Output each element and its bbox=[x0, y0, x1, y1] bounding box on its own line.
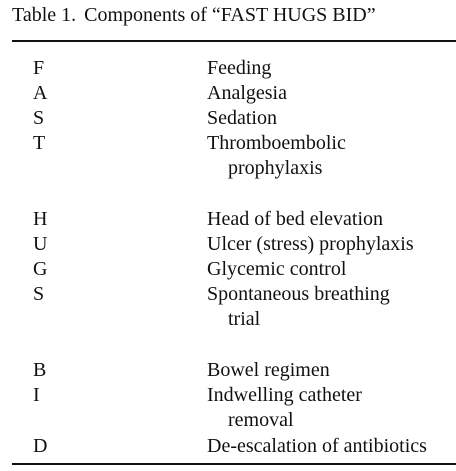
row-letter: G bbox=[33, 258, 48, 280]
row-meaning-continuation: prophylaxis bbox=[228, 157, 323, 179]
table-row bbox=[0, 434, 456, 459]
table-row bbox=[0, 358, 456, 383]
table-row-continuation bbox=[0, 307, 456, 333]
row-meaning: Head of bed elevation bbox=[207, 208, 384, 230]
row-meaning-continuation: removal bbox=[228, 409, 294, 431]
row-letter: U bbox=[33, 233, 48, 255]
table-row-continuation bbox=[0, 408, 456, 434]
group-spacer bbox=[0, 182, 456, 207]
table-row bbox=[0, 131, 456, 156]
row-letter: T bbox=[33, 132, 46, 154]
row-letter: D bbox=[33, 435, 48, 457]
table-row bbox=[0, 232, 456, 257]
row-letter: A bbox=[33, 82, 48, 104]
row-meaning: Ulcer (stress) prophylaxis bbox=[207, 233, 414, 255]
table-row bbox=[0, 207, 456, 232]
row-meaning: Spontaneous breathing bbox=[207, 283, 390, 305]
row-meaning: Bowel regimen bbox=[207, 359, 330, 381]
row-meaning: Sedation bbox=[207, 107, 277, 129]
group-spacer bbox=[0, 333, 456, 358]
row-meaning: Indwelling catheter bbox=[207, 384, 362, 406]
bottom-rule bbox=[12, 463, 456, 465]
table-caption: Components of “FAST HUGS BID” bbox=[84, 4, 376, 26]
row-letter: H bbox=[33, 208, 48, 230]
row-meaning: Glycemic control bbox=[207, 258, 347, 280]
row-meaning: Feeding bbox=[207, 57, 272, 79]
row-letter: S bbox=[33, 107, 45, 129]
row-meaning-continuation: trial bbox=[228, 308, 261, 330]
table-label: Table 1. bbox=[12, 4, 77, 26]
table-row bbox=[0, 81, 456, 106]
table-row bbox=[0, 106, 456, 131]
top-rule bbox=[12, 40, 456, 42]
table-title bbox=[12, 2, 376, 28]
row-letter: S bbox=[33, 283, 45, 305]
row-meaning: De-escalation of antibiotics bbox=[207, 435, 427, 457]
row-meaning: Thromboembolic bbox=[207, 132, 346, 154]
table-row bbox=[0, 257, 456, 282]
table-body bbox=[0, 56, 456, 459]
table-row bbox=[0, 282, 456, 307]
row-letter: B bbox=[33, 359, 47, 381]
row-letter: F bbox=[33, 57, 45, 79]
row-letter: I bbox=[33, 384, 40, 406]
table-row bbox=[0, 56, 456, 81]
row-meaning: Analgesia bbox=[207, 82, 287, 104]
table-row-continuation bbox=[0, 156, 456, 182]
table-row bbox=[0, 383, 456, 408]
